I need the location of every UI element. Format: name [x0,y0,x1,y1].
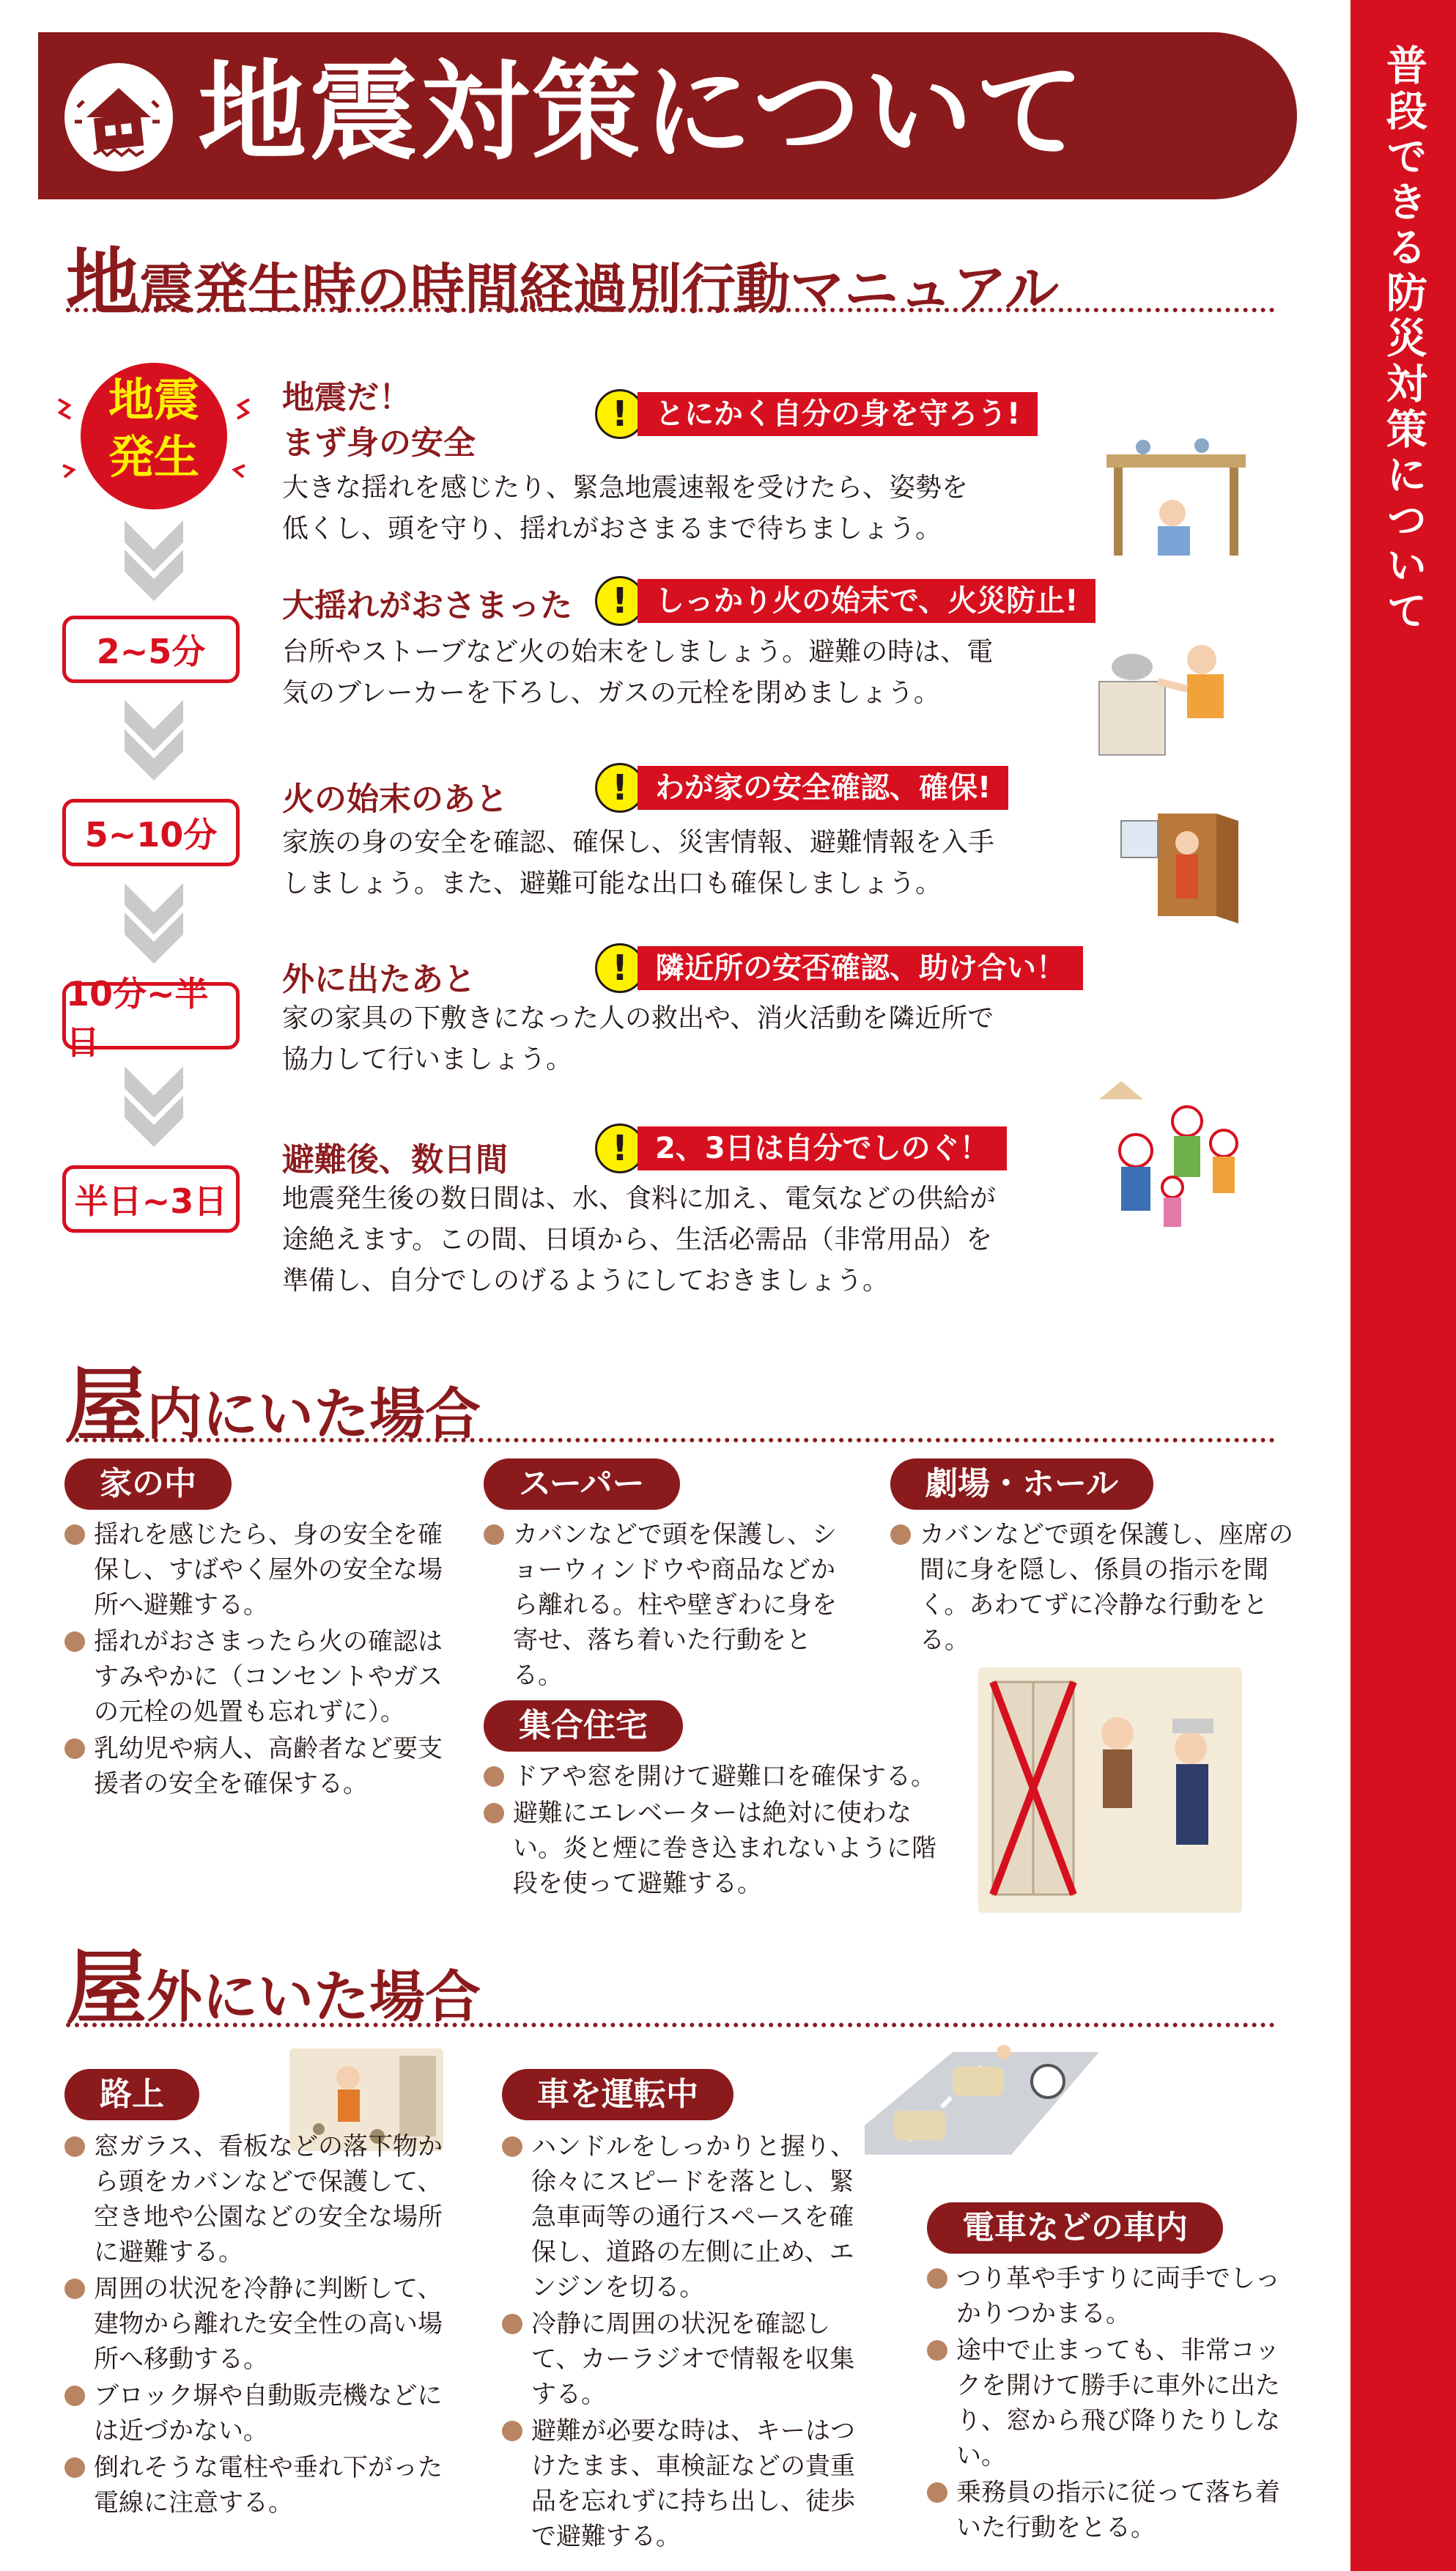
step-heading: 外に出たあと [282,961,476,998]
page-title: 地震対策について [198,49,1087,175]
exclamation-icon: ! [595,763,645,813]
list-item: ハンドルをしっかりと握り、徐々にスピードを落とし、緊急車両等の通行スペースを確保し、道路の左側に止め、エンジンを切る。 [502,2129,861,2305]
list-item: 冷静に周囲の状況を確認して、カーラジオで情報を収集する。 [502,2306,861,2412]
step-heading-line1: 地震だ！ [282,379,411,416]
step-body: 大きな揺れを感じたり、緊急地震速報を受けたら、姿勢を低くし、頭を守り、揺れがおさまるまで待ちましょう。 [282,473,969,544]
indoor-group-list [484,1517,850,1694]
step-body: 家族の身の安全を確認、確保し、災害情報、避難情報を入手しましょう。また、避難可能な出口も確保しましょう。 [282,827,995,899]
step-body: 台所やストーブなど火の始末をしましょう。避難の時は、電気のブレーカーを下ろし、ガスの元栓を閉めましょう。 [282,637,994,708]
exclamation-icon: ! [595,576,645,626]
time-label-5-10min: 5~10分 [62,799,240,866]
quake-start-line1: 地震 [108,373,199,427]
time-label-halfday-3days: 半日~3日 [62,1165,240,1233]
step-alert [595,762,1008,814]
outdoor-heading-first: 屋 [66,1941,147,2035]
exclamation-icon: ! [595,389,645,439]
list-item: 揺れがおさまったら火の確認はすみやかに（コンセントやガスの元栓の処置も忘れずに）。 [64,1624,446,1730]
indoor-group-list [890,1517,1312,1659]
step-body: 家の家具の下敷きになった人の救出や、消火活動を隣近所で協力して行いましょう。 [282,1003,994,1074]
outdoor-group-list [64,2129,464,2522]
indoor-group-list [484,1759,938,1903]
step-alert-label: 隣近所の安否確認、助け合い！ [638,946,1083,990]
step-alert-label: 2、3日は自分でしのぐ！ [638,1126,1007,1170]
outdoor-group-label: 路上 [64,2069,199,2120]
side-band [1350,0,1456,2571]
exclamation-icon: ! [595,943,645,993]
step-heading: 火の始末のあと [282,781,508,818]
manual-heading-rest: 震発生時の時間経過別行動マニュアル [139,258,1060,321]
house-quake-icon [64,63,173,171]
step-heading: 大揺れがおさまった [282,587,572,624]
time-label-2-5min: 2~5分 [62,616,240,683]
list-item: 倒れそうな電柱や垂れ下がった電線に注意する。 [64,2450,464,2520]
list-item: カバンなどで頭を保護し、座席の間に身を隠し、係員の指示を聞く。あわてずに冷静な行動をとる。 [890,1517,1312,1658]
list-item: 避難が必要な時は、キーはつけたまま、車検証などの貴重品を忘れずに持ち出し、徒歩で避難する。 [502,2413,861,2554]
step-alert [595,1123,1007,1174]
manual-heading [66,224,1059,329]
outdoor-group-list [927,2261,1301,2547]
open-door-illustration [1092,799,1260,923]
list-item: 揺れを感じたら、身の安全を確保し、すばやく屋外の安全な場所へ避難する。 [64,1517,446,1623]
chevron-down-icon [125,700,183,781]
step-heading: 避難後、数日間 [282,1141,508,1178]
step-heading [282,375,476,466]
time-label-10min-halfday: 10分~半日 [62,982,240,1050]
indoor-group-label: スーパー [484,1458,680,1510]
exclamation-icon: ! [595,1124,645,1173]
list-item: 周囲の状況を冷静に判断して、建物から離れた安全性の高い場所へ移動する。 [64,2271,464,2377]
indoor-divider [66,1438,1275,1442]
step-heading-line2: まず身の安全 [282,424,476,462]
chevron-down-icon [125,1066,183,1147]
step-alert-label: わが家の安全確認、確保! [638,766,1008,810]
indoor-heading-rest: 内にいた場合 [147,1382,481,1447]
list-item: カバンなどで頭を保護し、ショーウィンドウや商品などから離れる。柱や壁ぎわに身を寄せ、落ち着いた行動をとる。 [484,1517,850,1693]
list-item: 乳幼児や病人、高齢者など要支援者の安全を確保する。 [64,1731,446,1801]
step-alert-label: しっかり火の始末で、火災防止! [638,579,1095,623]
step-alert [595,388,1038,440]
manual-heading-first: 地 [66,240,139,325]
outdoor-divider [66,2023,1275,2027]
elevator-stairs-illustration [978,1667,1242,1913]
quake-start-badge [44,355,264,517]
list-item: 避難にエレベーターは絶対に使わない。炎と煙に巻き込まれないように階段を使って避難する。 [484,1796,938,1901]
indoor-group-list [64,1517,446,1803]
outdoor-heading-rest: 外にいた場合 [147,1964,481,2029]
indoor-group-label: 劇場・ホール [890,1458,1153,1510]
step-alert [595,943,1083,994]
side-band-text: 普段できる防災対策について [1380,44,1427,635]
list-item: 窓ガラス、看板などの落下物から頭をカバンなどで保護して、空き地や公園などの安全な場所に避難する。 [64,2129,464,2270]
car-road-illustration [865,2037,1099,2162]
indoor-heading-first: 屋 [66,1359,147,1453]
list-item: ブロック塀や自動販売機などには近づかない。 [64,2378,464,2449]
evacuating-family-illustration [1084,1070,1268,1239]
chevron-down-icon [125,883,183,964]
outdoor-group-list [502,2129,861,2556]
step-alert [595,575,1095,627]
list-item: 途中で止まっても、非常コックを開けて勝手に車外に出たり、窓から飛び降りたりしない。 [927,2333,1301,2474]
chevron-down-icon [125,520,183,601]
indoor-group-label: 集合住宅 [484,1700,683,1752]
step-body: 地震発生後の数日間は、水、食料に加え、電気などの供給が途絶えます。この間、日頃から、生活必需品（非常用品）を準備し、自分でしのげるようにしておきましょう。 [282,1184,997,1296]
kitchen-fire-illustration [1092,623,1260,762]
indoor-group-label: 家の中 [64,1458,232,1510]
list-item: ドアや窓を開けて避難口を確保する。 [484,1759,938,1794]
list-item: 乗務員の指示に従って落ち着いた行動をとる。 [927,2475,1301,2545]
outdoor-group-label: 車を運転中 [502,2069,733,2120]
list-item: つり革や手すりに両手でしっかりつかまる。 [927,2261,1301,2331]
manual-divider [66,308,1275,312]
under-table-illustration [1092,432,1260,564]
outdoor-group-label: 電車などの車内 [927,2202,1223,2254]
step-alert-label: とにかく自分の身を守ろう! [638,392,1038,436]
quake-start-line2: 発生 [108,430,199,484]
